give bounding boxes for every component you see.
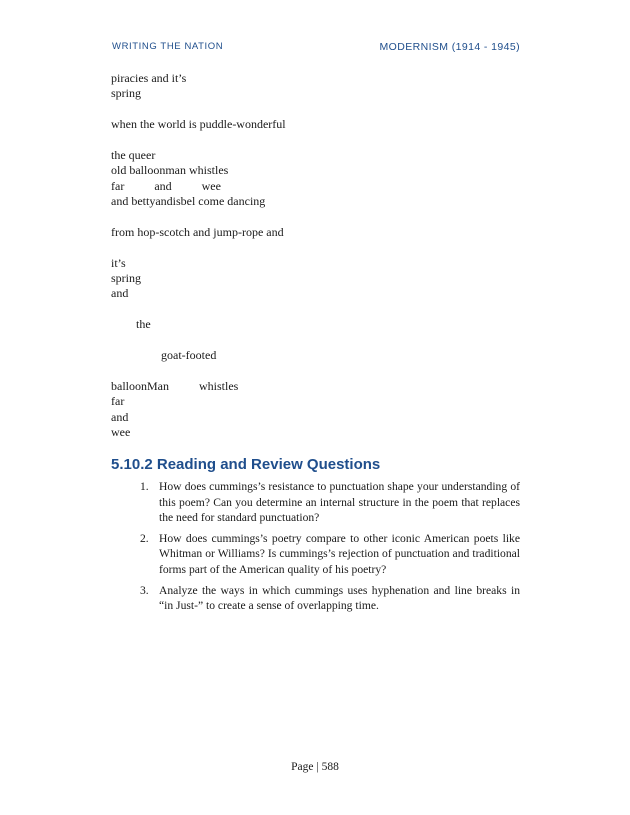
poem-line: goat-footed <box>161 348 217 363</box>
question-text: How does cummings’s resistance to punctuation shape your understanding of this poem? Can you determine an internal structure in the poem that replaces the need for standard punctuation? <box>159 480 520 525</box>
poem-line: old balloonman whistles <box>111 163 229 178</box>
poem-excerpt <box>111 71 286 440</box>
question-item <box>140 531 520 578</box>
poem-line: far <box>111 394 125 409</box>
poem-line: and <box>111 286 129 301</box>
question-text: Analyze the ways in which cummings uses hyphenation and line breaks in “in Just-” to create a sense of overlapping time. <box>159 583 520 613</box>
poem-line: piracies and it’s <box>111 71 187 85</box>
poem-line: wee <box>111 424 131 439</box>
poem-line: the <box>136 317 151 332</box>
poem-line: spring <box>111 271 141 286</box>
poem-line: balloonMan whistles <box>111 378 239 393</box>
poem-line: it’s <box>111 255 126 270</box>
section-heading: 5.10.2 Reading and Review Questions <box>111 456 381 473</box>
poem-line: the queer <box>111 147 156 162</box>
running-header-right: MODERNISM (1914 - 1945) <box>379 41 520 53</box>
question-number: 3. <box>140 583 149 597</box>
question-number: 1. <box>140 480 149 493</box>
question-text: How does cummings’s poetry compare to other iconic American poets like Whitman or Williams? Is cummings’s rejection of punctuation and traditional forms part of the American quality of his poetry? <box>159 531 520 576</box>
poem-line: and bettyandisbel come dancing <box>111 194 266 209</box>
poem-line: far and wee <box>111 178 221 193</box>
running-header-left: WRITING THE NATION <box>112 41 224 52</box>
poem-line: when the world is puddle-wonderful <box>111 117 286 132</box>
poem-line: and <box>111 409 129 424</box>
page-number: Page | 588 <box>291 761 339 773</box>
question-number: 2. <box>140 531 149 545</box>
question-item <box>140 479 520 526</box>
poem-line: from hop-scotch and jump-rope and <box>111 224 284 239</box>
question-list <box>140 479 520 619</box>
poem-line: spring <box>111 86 141 101</box>
question-item <box>140 583 520 614</box>
